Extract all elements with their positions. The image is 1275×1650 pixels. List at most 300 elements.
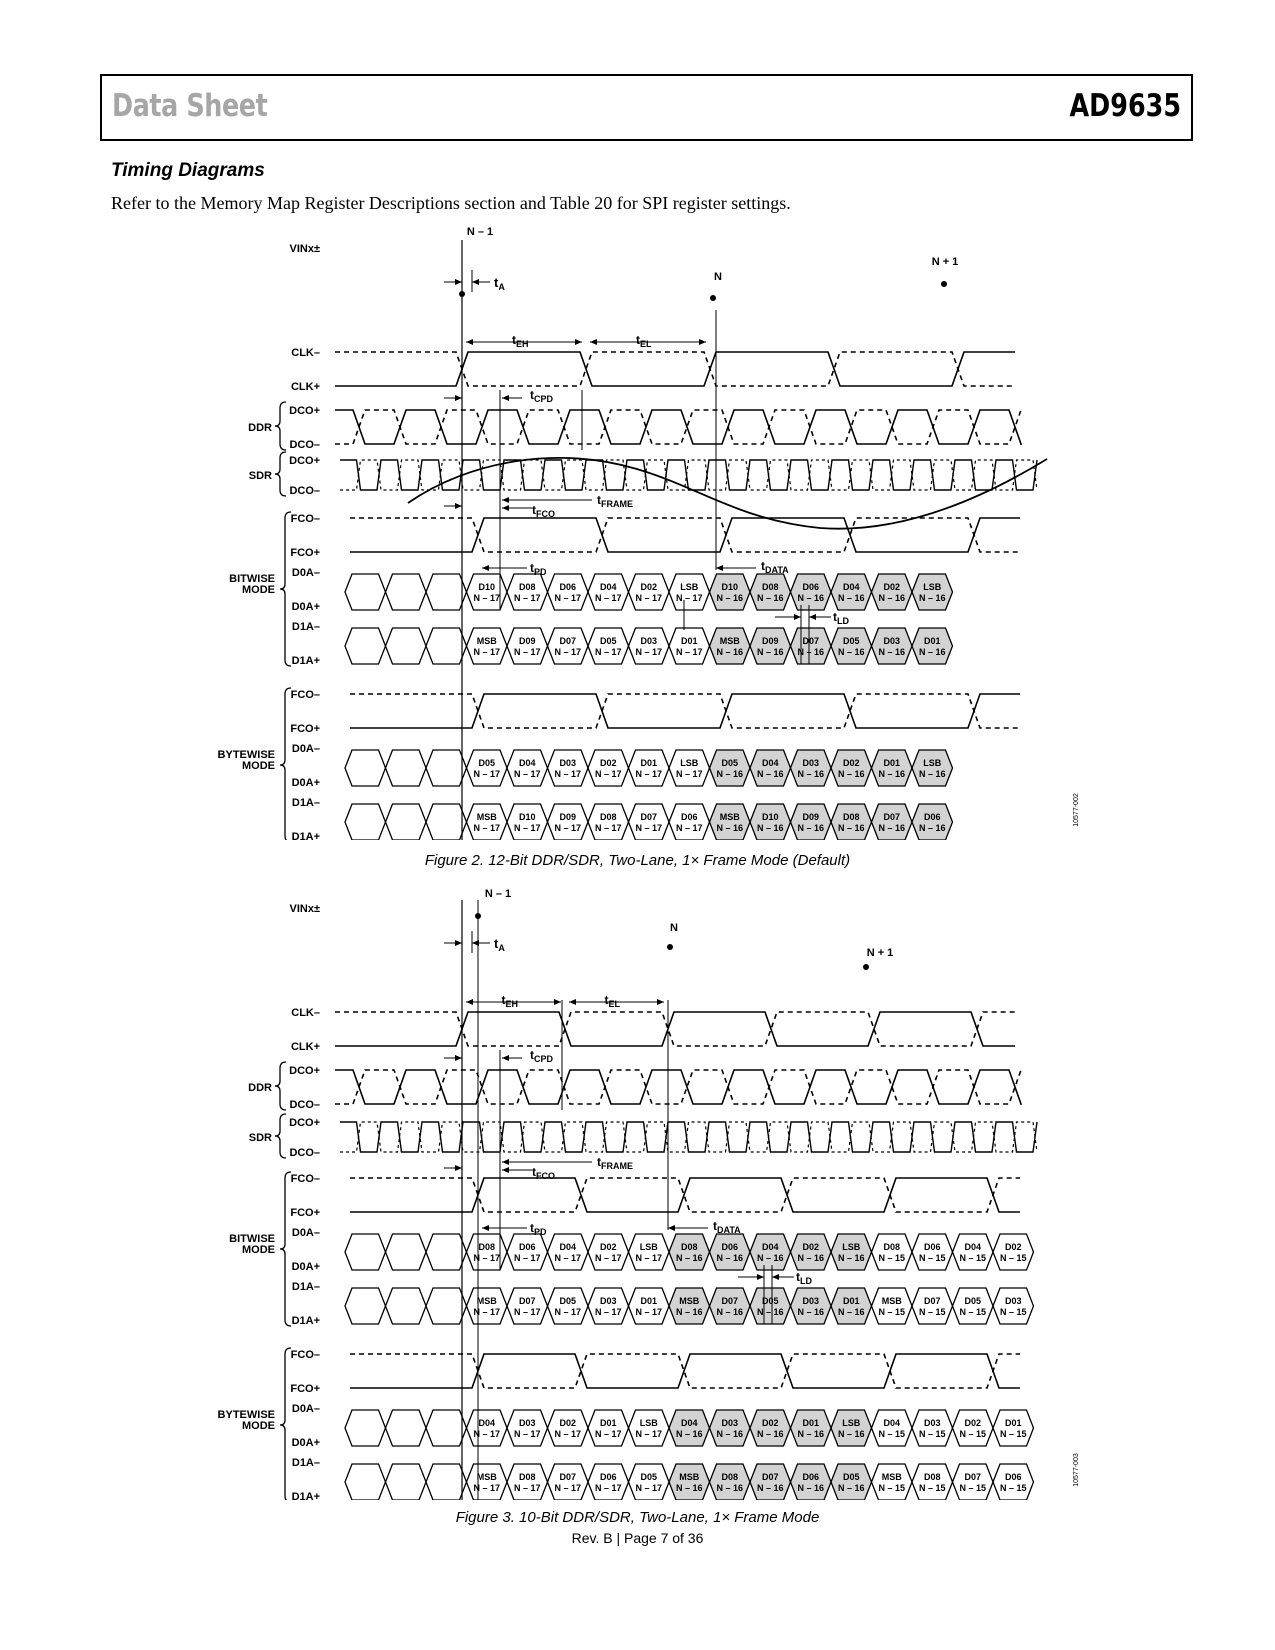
bitwise-d1a-sample-2: N – 17 [554,1307,582,1317]
ddr-brace [275,1062,286,1110]
bitwise-d0a-cell-6 [710,574,751,610]
page-footer: Rev. B | Page 7 of 36 [571,1530,704,1546]
bytewise-d1a-sample-5: N – 16 [675,1483,703,1493]
header-doc-type: Data Sheet [112,88,268,124]
bitwise-d1a-bit-7: D09 [761,636,779,646]
bytewise-d0a-sample-7: N – 16 [756,1429,784,1439]
bitwise-d0a-sample-13: N – 15 [999,1253,1027,1263]
bitwise-d0a-bit-8: D02 [802,1242,820,1252]
bitwise-d1a-pre-0 [345,628,386,664]
bytewise-d0a-cell-5 [669,1410,710,1446]
ddr-brace [275,402,286,450]
bytewise-d0a-pre-0 [345,1410,386,1446]
bitwise-d0a-cell-1 [507,574,548,610]
bytewise-d1a-pre-0 [345,1464,386,1500]
bitwise-d1a-sample-3: N – 17 [594,1307,622,1317]
bytewise-d1a-bit-5: D06 [680,812,698,822]
ta-param: $t_A$ [494,936,505,953]
sample-dot-1 [710,295,716,301]
bitwise-d1a-bit-0: MSB [476,1296,497,1306]
bitwise-d1a-bit-2: D05 [559,1296,577,1306]
bytewise-d0a-cell-4 [629,750,670,786]
tld-param: $t_{LD}$ [796,1270,812,1286]
bytewise-d0a-cell-10 [872,750,913,786]
bytewise-fco-plus-wave [350,1354,1020,1388]
bitwise-d0a-sample-4: N – 17 [635,593,663,603]
bytewise-d0a-sample-0: N – 17 [473,1429,501,1439]
bitwise-d0a-sample-3: N – 17 [594,1253,622,1263]
bitwise-d0a-pre-2 [426,574,467,610]
ddr-label: DDR [248,1082,272,1094]
bitwise-d1a-bit-10: D03 [883,636,901,646]
tel-param: $t_{EL}$ [636,333,652,349]
bytewise-d1a-cell-7 [750,804,791,840]
bitwise-d0a-pre-0 [345,1234,386,1270]
bitwise-d0a-sample-5: N – 17 [675,593,703,603]
bitwise-fco-minus-wave [350,1178,1020,1212]
sdr-dco-solid [340,1122,1037,1152]
bitwise-d0a-plus-label: D0A+ [291,601,320,613]
bitwise-d1a-cell-8 [791,1288,832,1324]
bitwise-d1a-bit-1: D07 [518,1296,536,1306]
bytewise-d0a-bit-6: D05 [721,758,739,768]
bitwise-d0a-minus-label: D0A– [291,567,320,579]
bitwise-d1a-plus-label: D1A+ [291,655,320,667]
bitwise-d0a-pre-1 [386,574,427,610]
bitwise-d1a-bit-6: MSB [719,636,740,646]
bytewise-d1a-sample-10: N – 16 [878,823,906,833]
bytewise-d0a-sample-9: N – 16 [837,769,865,779]
bytewise-fco-minus-wave [350,694,1020,728]
bytewise-d1a-pre-1 [386,804,427,840]
bytewise-d1a-sample-5: N – 17 [675,823,703,833]
clk-plus-wave [335,1012,1015,1046]
bitwise-d0a-bit-6: D10 [721,582,739,592]
bitwise-d0a-sample-10: N – 15 [878,1253,906,1263]
bytewise-d0a-bit-8: D03 [802,758,820,768]
bytewise-d0a-sample-4: N – 17 [635,1429,663,1439]
bitwise-d0a-sample-11: N – 16 [918,593,946,603]
bitwise-d0a-bit-2: D04 [559,1242,577,1252]
bytewise-d0a-sample-9: N – 16 [837,1429,865,1439]
bitwise-fco-plus-label: FCO+ [290,1207,320,1219]
bitwise-d0a-pre-0 [345,574,386,610]
bitwise-d1a-sample-8: N – 16 [797,1307,825,1317]
bitwise-d0a-bit-12: D04 [964,1242,982,1252]
bitwise-d1a-sample-1: N – 17 [513,647,541,657]
bytewise-d0a-sample-8: N – 16 [797,769,825,779]
bitwise-d0a-bit-2: D06 [559,582,577,592]
bitwise-brace [280,1172,291,1326]
bytewise-d1a-cell-6 [710,1464,751,1500]
bitwise-d1a-bit-11: D07 [923,1296,941,1306]
bitwise-d0a-cell-4 [629,1234,670,1270]
bytewise-d1a-sample-11: N – 16 [918,823,946,833]
bytewise-d1a-bit-9: D08 [842,812,860,822]
bitwise-d0a-cell-8 [791,574,832,610]
bytewise-d1a-sample-6: N – 16 [716,1483,744,1493]
bitwise-mode-label-1: BITWISE [229,573,275,585]
bitwise-d0a-cell-5 [669,574,710,610]
ddr-dco-plus-label: DCO+ [289,1065,320,1077]
bytewise-d1a-cell-5 [669,804,710,840]
teh-arrow-head-right [575,339,582,345]
bitwise-d1a-bit-5: MSB [679,1296,700,1306]
bytewise-d1a-sample-3: N – 17 [594,1483,622,1493]
bytewise-d0a-cell-6 [710,1410,751,1446]
bitwise-d0a-sample-6: N – 16 [716,1253,744,1263]
figure-2-timing-diagram [0,220,1275,840]
bytewise-d1a-bit-10: MSB [881,1472,902,1482]
bitwise-d0a-minus-label: D0A– [291,1227,320,1239]
bytewise-fco-minus-label: FCO– [290,689,320,701]
bitwise-d1a-cell-0 [467,1288,508,1324]
clk-minus-label: CLK– [291,1007,320,1019]
bitwise-d0a-cell-10 [872,1234,913,1270]
bytewise-d1a-bit-9: D05 [842,1472,860,1482]
bytewise-d0a-sample-2: N – 17 [554,1429,582,1439]
tfco-param: $t_{FCO}$ [532,1165,555,1181]
bitwise-d1a-sample-5: N – 17 [675,647,703,657]
bitwise-d0a-sample-4: N – 17 [635,1253,663,1263]
figure-2-caption: Figure 2. 12-Bit DDR/SDR, Two-Lane, 1× Frame Mode (Default) [424,852,851,869]
bytewise-d0a-cell-8 [791,1410,832,1446]
ddr-dco-minus-label: DCO– [289,1099,320,1111]
bitwise-d1a-minus-label: D1A– [291,621,320,633]
bitwise-fco-minus-label: FCO– [290,1173,320,1185]
bitwise-d0a-cell-2 [548,1234,589,1270]
bitwise-d0a-bit-8: D06 [802,582,820,592]
bitwise-d0a-cell-7 [750,1234,791,1270]
bytewise-d1a-cell-1 [507,804,548,840]
bytewise-mode-label-1: BYTEWISE [217,1409,275,1421]
bitwise-d0a-pre-1 [386,1234,427,1270]
bytewise-d0a-cell-2 [548,750,589,786]
bytewise-d0a-bit-0: D05 [478,758,496,768]
bitwise-d0a-cell-1 [507,1234,548,1270]
bitwise-d1a-pre-2 [426,1288,467,1324]
bitwise-d0a-cell-11 [912,574,953,610]
ddr-dco-solid [335,1070,1021,1104]
tel-arrow-head-right [699,339,706,345]
tld-param: $t_{LD}$ [833,610,849,626]
bitwise-d0a-sample-12: N – 15 [959,1253,987,1263]
bitwise-mode-label-2: MODE [242,584,275,596]
bytewise-d1a-sample-2: N – 17 [554,1483,582,1493]
bytewise-d0a-cell-8 [791,750,832,786]
bytewise-d0a-cell-5 [669,750,710,786]
tdata-param: $t_{DATA}$ [713,1219,741,1235]
bitwise-d1a-cell-5 [669,628,710,664]
bitwise-d0a-sample-9: N – 16 [837,593,865,603]
bytewise-d0a-bit-4: D01 [640,758,658,768]
bytewise-d0a-bit-1: D04 [518,758,536,768]
bitwise-d1a-cell-6 [710,1288,751,1324]
bytewise-d0a-bit-12: D02 [964,1418,982,1428]
bytewise-d1a-sample-0: N – 17 [473,1483,501,1493]
bitwise-d1a-sample-11: N – 16 [918,647,946,657]
bitwise-d0a-sample-7: N – 16 [756,593,784,603]
bitwise-d1a-cell-4 [629,628,670,664]
sdr-brace [275,1114,286,1158]
tcpd-param: $t_{CPD}$ [530,1048,554,1064]
bitwise-d1a-cell-12 [953,1288,994,1324]
bitwise-d0a-bit-3: D02 [599,1242,617,1252]
bitwise-d1a-bit-11: D01 [923,636,941,646]
sample-dot-2 [941,281,947,287]
bytewise-d1a-bit-0: MSB [476,1472,497,1482]
figure-code: 10577-002 [1073,793,1080,827]
bytewise-d1a-bit-6: D08 [721,1472,739,1482]
bytewise-d0a-bit-13: D01 [1004,1418,1022,1428]
bytewise-d1a-sample-1: N – 17 [513,1483,541,1493]
figure-code: 10577-003 [1073,1453,1080,1487]
bytewise-mode-label-2: MODE [242,760,275,772]
bytewise-d1a-cell-0 [467,1464,508,1500]
bytewise-d1a-sample-2: N – 17 [554,823,582,833]
bytewise-d1a-cell-11 [912,804,953,840]
bitwise-fco-plus-wave [350,518,1020,552]
bitwise-d0a-sample-7: N – 16 [756,1253,784,1263]
bytewise-d1a-cell-8 [791,1464,832,1500]
bytewise-d0a-bit-2: D02 [559,1418,577,1428]
sdr-dco-minus-label: DCO– [289,485,320,497]
bitwise-fco-plus-label: FCO+ [290,547,320,559]
bitwise-d1a-cell-10 [872,1288,913,1324]
bitwise-d1a-minus-label: D1A– [291,1281,320,1293]
bytewise-d0a-cell-9 [831,750,872,786]
tel-arrow-head-right [657,999,664,1005]
bytewise-d1a-bit-8: D09 [802,812,820,822]
teh-param: $t_{EH}$ [501,993,519,1009]
sdr-label: SDR [248,470,272,482]
bytewise-d0a-bit-0: D04 [478,1418,496,1428]
bitwise-fco-minus-wave [350,518,1020,552]
bitwise-d1a-sample-7: N – 16 [756,647,784,657]
bytewise-d1a-bit-1: D08 [518,1472,536,1482]
bytewise-d0a-bit-8: D01 [802,1418,820,1428]
sample-label-n: N [714,271,722,283]
intro-paragraph: Refer to the Memory Map Register Descriptions section and Table 20 for SPI register settings. [111,193,791,213]
clk-minus-wave [335,352,1015,386]
bitwise-d1a-sample-6: N – 16 [716,1307,744,1317]
bitwise-d1a-cell-11 [912,1288,953,1324]
bytewise-d1a-cell-13 [993,1464,1034,1500]
sample-label-n_plus_1: N + 1 [931,256,959,268]
bytewise-d0a-bit-5: D04 [680,1418,698,1428]
bytewise-d1a-cell-1 [507,1464,548,1500]
bytewise-d0a-bit-2: D03 [559,758,577,768]
bitwise-d0a-bit-11: LSB [923,582,942,592]
bytewise-d0a-bit-5: LSB [680,758,699,768]
bitwise-d1a-pre-2 [426,628,467,664]
bitwise-d1a-cell-10 [872,628,913,664]
bitwise-d0a-sample-1: N – 17 [513,593,541,603]
bytewise-d0a-minus-label: D0A– [291,1403,320,1415]
bytewise-d1a-cell-10 [872,804,913,840]
bytewise-d0a-cell-2 [548,1410,589,1446]
bitwise-d1a-bit-9: D01 [842,1296,860,1306]
bitwise-d1a-sample-0: N – 17 [473,647,501,657]
bytewise-d0a-cell-12 [953,1410,994,1446]
bytewise-d1a-sample-6: N – 16 [716,823,744,833]
bitwise-d0a-bit-10: D02 [883,582,901,592]
bytewise-fco-plus-wave [350,694,1020,728]
bytewise-d0a-sample-3: N – 17 [594,769,622,779]
bytewise-d0a-bit-4: LSB [639,1418,658,1428]
bytewise-d0a-sample-5: N – 16 [675,1429,703,1439]
page-header [100,74,1193,141]
bitwise-d1a-sample-10: N – 16 [878,647,906,657]
bitwise-d0a-sample-8: N – 16 [797,593,825,603]
ta-param: $t_A$ [494,275,505,292]
bytewise-d1a-cell-11 [912,1464,953,1500]
bytewise-d0a-bit-3: D01 [599,1418,617,1428]
bitwise-d1a-bit-7: D05 [761,1296,779,1306]
tframe-arrow [502,497,509,503]
bytewise-d0a-cell-11 [912,750,953,786]
bitwise-d1a-cell-9 [831,1288,872,1324]
bitwise-d1a-cell-3 [588,1288,629,1324]
bytewise-d1a-bit-2: D09 [559,812,577,822]
bitwise-d0a-cell-13 [993,1234,1034,1270]
bytewise-d1a-pre-1 [386,1464,427,1500]
bytewise-d1a-bit-11: D08 [923,1472,941,1482]
bitwise-d0a-bit-11: D06 [923,1242,941,1252]
bitwise-d1a-bit-12: D05 [964,1296,982,1306]
bytewise-d1a-cell-0 [467,804,508,840]
bitwise-d1a-sample-7: N – 16 [756,1307,784,1317]
bytewise-d1a-bit-12: D07 [964,1472,982,1482]
bytewise-d0a-sample-4: N – 17 [635,769,663,779]
bitwise-d0a-bit-0: D08 [478,1242,496,1252]
tpd-param: $t_{PD}$ [530,1221,547,1237]
tld-arrow-right [809,614,816,620]
bitwise-d0a-bit-0: D10 [478,582,496,592]
bitwise-d1a-cell-7 [750,1288,791,1324]
teh-arrow-head-left [466,339,473,345]
clk-plus-wave [335,352,1015,386]
bytewise-d1a-cell-9 [831,1464,872,1500]
bytewise-d0a-sample-6: N – 16 [716,769,744,779]
bitwise-d0a-bit-4: LSB [639,1242,658,1252]
bitwise-d1a-bit-8: D03 [802,1296,820,1306]
bytewise-d0a-bit-9: LSB [842,1418,861,1428]
bytewise-d0a-cell-6 [710,750,751,786]
bytewise-d0a-sample-13: N – 15 [999,1429,1027,1439]
bitwise-d0a-sample-5: N – 16 [675,1253,703,1263]
bitwise-d0a-cell-3 [588,574,629,610]
tld-arrow-left [757,1274,764,1280]
bitwise-d1a-bit-1: D09 [518,636,536,646]
bytewise-d1a-minus-label: D1A– [291,1457,320,1469]
bitwise-d1a-pre-0 [345,1288,386,1324]
bitwise-d1a-sample-4: N – 17 [635,647,663,657]
header-part-number: AD9635 [1069,88,1181,124]
bitwise-d0a-sample-8: N – 16 [797,1253,825,1263]
bitwise-d0a-bit-9: D04 [842,582,860,592]
bytewise-d1a-bit-7: D07 [761,1472,779,1482]
bitwise-d0a-cell-9 [831,1234,872,1270]
bytewise-d1a-bit-1: D10 [518,812,536,822]
bitwise-d1a-sample-4: N – 17 [635,1307,663,1317]
bytewise-d1a-sample-1: N – 17 [513,823,541,833]
bitwise-d1a-cell-11 [912,628,953,664]
bitwise-d0a-cell-2 [548,574,589,610]
bytewise-d1a-sample-8: N – 16 [797,823,825,833]
sdr-brace [275,452,286,496]
bytewise-d0a-bit-10: D01 [883,758,901,768]
vin-label: VINx± [289,243,320,255]
bitwise-d0a-sample-10: N – 16 [878,593,906,603]
bytewise-d0a-cell-0 [467,750,508,786]
tframe-param: $t_{FRAME}$ [597,1155,633,1171]
section-title: Timing Diagrams [111,160,265,181]
bitwise-d1a-cell-0 [467,628,508,664]
bitwise-d1a-sample-9: N – 16 [837,1307,865,1317]
bytewise-d1a-sample-4: N – 17 [635,1483,663,1493]
tfco-param: $t_{FCO}$ [532,503,555,519]
bytewise-d0a-sample-2: N – 17 [554,769,582,779]
bitwise-d1a-sample-11: N – 15 [918,1307,946,1317]
bytewise-d0a-bit-10: D04 [883,1418,901,1428]
bytewise-d1a-sample-9: N – 16 [837,1483,865,1493]
bitwise-d1a-bit-9: D05 [842,636,860,646]
bytewise-d0a-cell-9 [831,1410,872,1446]
bytewise-d1a-plus-label: D1A+ [291,1491,320,1500]
bytewise-d1a-cell-9 [831,804,872,840]
bitwise-d1a-sample-13: N – 15 [999,1307,1027,1317]
bytewise-d1a-bit-4: D05 [640,1472,658,1482]
bytewise-brace [280,1348,291,1500]
bytewise-d1a-pre-2 [426,804,467,840]
bitwise-d0a-sample-11: N – 15 [918,1253,946,1263]
bitwise-d0a-sample-2: N – 17 [554,593,582,603]
bytewise-fco-plus-label: FCO+ [290,1383,320,1395]
bytewise-d1a-cell-4 [629,1464,670,1500]
bytewise-d0a-sample-6: N – 16 [716,1429,744,1439]
bytewise-d0a-cell-11 [912,1410,953,1446]
bitwise-d1a-sample-10: N – 15 [878,1307,906,1317]
bitwise-d0a-cell-9 [831,574,872,610]
bytewise-d1a-cell-6 [710,804,751,840]
bytewise-mode-label-2: MODE [242,1420,275,1432]
ddr-dco-plus-label: DCO+ [289,405,320,417]
bytewise-d0a-bit-1: D03 [518,1418,536,1428]
bytewise-brace [280,688,291,840]
bytewise-d1a-minus-label: D1A– [291,797,320,809]
bitwise-d1a-sample-6: N – 16 [716,647,744,657]
bitwise-d0a-sample-2: N – 17 [554,1253,582,1263]
bytewise-d0a-sample-0: N – 17 [473,769,501,779]
bytewise-d0a-cell-3 [588,1410,629,1446]
bytewise-d1a-cell-3 [588,804,629,840]
bytewise-d0a-bit-6: D03 [721,1418,739,1428]
bytewise-d1a-bit-6: MSB [719,812,740,822]
bitwise-d0a-cell-8 [791,1234,832,1270]
bytewise-d1a-plus-label: D1A+ [291,831,320,840]
bytewise-d0a-cell-7 [750,1410,791,1446]
bitwise-d1a-bit-13: D03 [1004,1296,1022,1306]
bitwise-fco-minus-label: FCO– [290,513,320,525]
bitwise-d0a-sample-0: N – 17 [473,593,501,603]
bitwise-d1a-bit-2: D07 [559,636,577,646]
bitwise-d1a-pre-1 [386,628,427,664]
bytewise-d1a-sample-11: N – 15 [918,1483,946,1493]
bitwise-d1a-sample-3: N – 17 [594,647,622,657]
bytewise-d1a-bit-3: D06 [599,1472,617,1482]
bitwise-d0a-bit-7: D04 [761,1242,779,1252]
